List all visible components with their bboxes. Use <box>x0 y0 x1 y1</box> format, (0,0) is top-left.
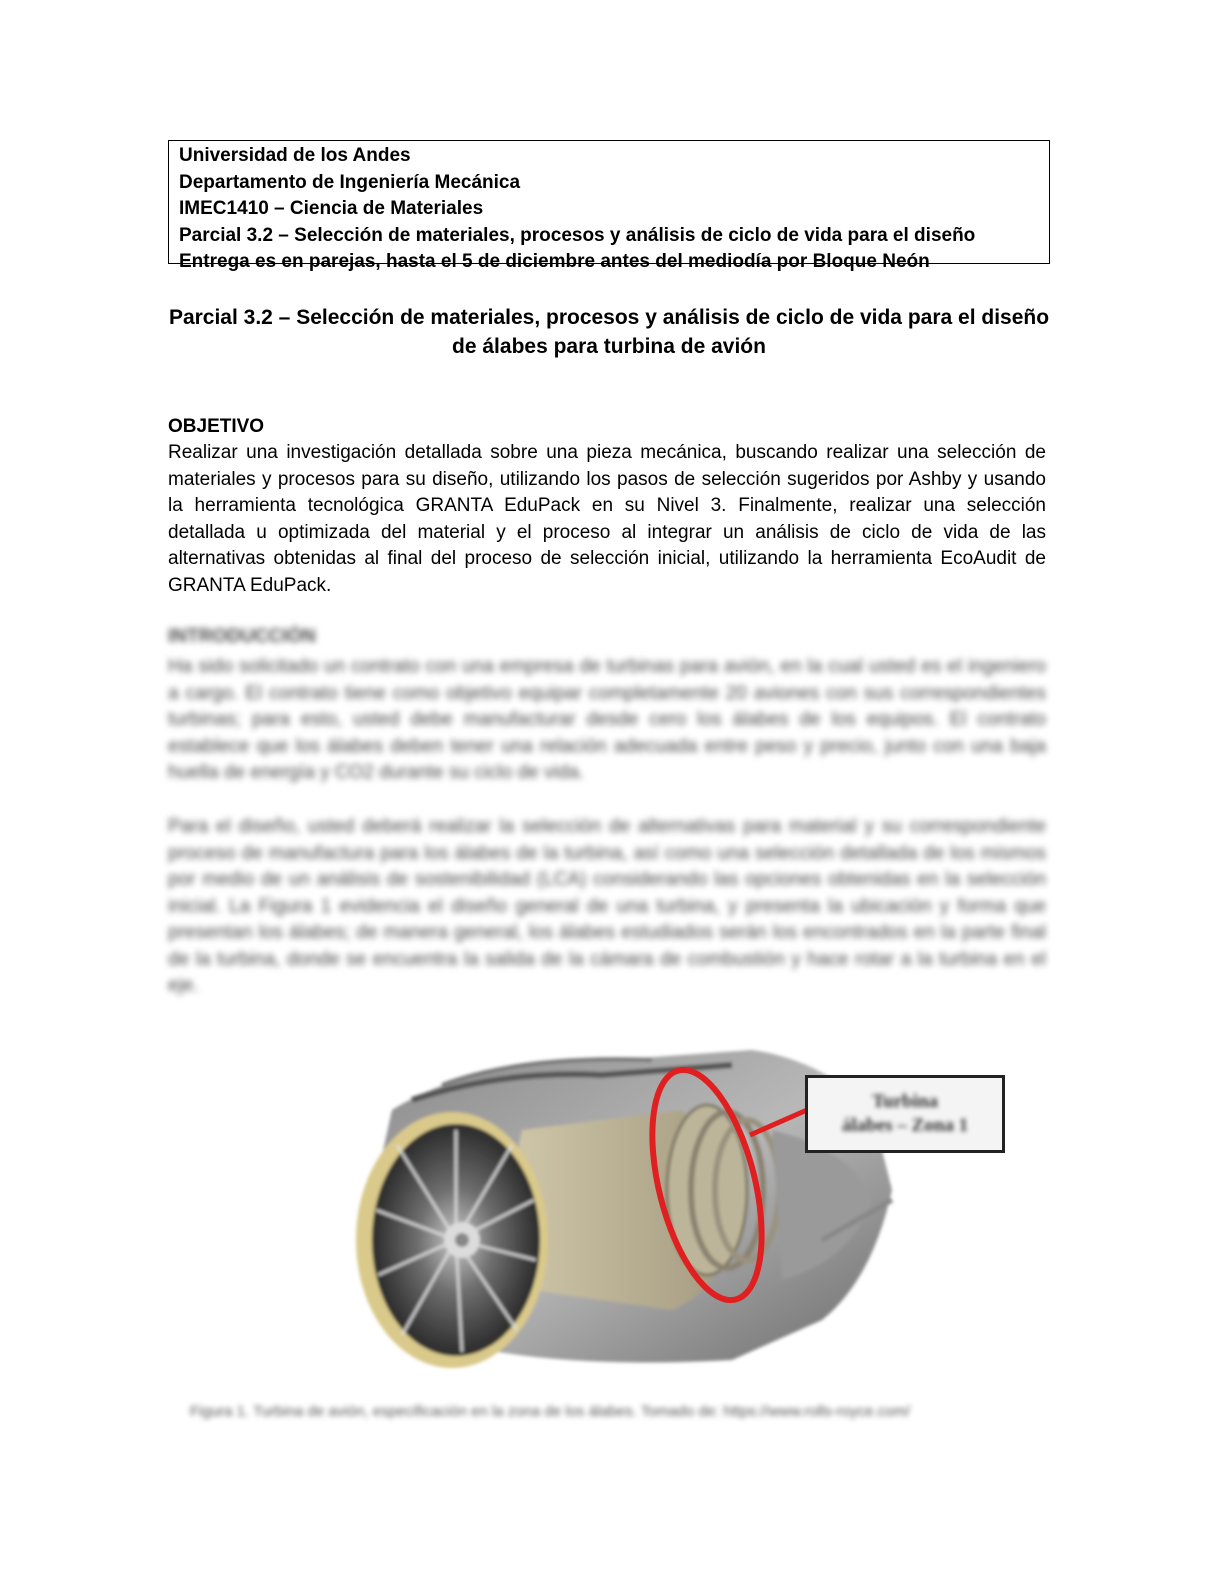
objective-paragraph: Realizar una investigación detallada sobre una pieza mecánica, buscando realizar una selección de materiales y procesos para su diseño, utilizando los pasos de selección sugeridos por Ashby y usando la herramienta tecnológica GRANTA EduPack en su Nivel 3. Finalmente, realizar una selección detallada u optimizada del material y el proceso al integrar un análisis de ciclo de vida de las alternativas obtenidas al final del proceso de selección inicial, utilizando la herramienta EcoAudit de GRANTA EduPack. <box>168 442 1046 596</box>
header-box <box>168 140 1050 272</box>
callout-label-1: Turbina <box>872 1091 938 1112</box>
page-title-line2: de álabes para turbina de avión <box>452 335 766 358</box>
figure-caption: Figura 1. Turbina de avión, especificación en la zona de los álabes. Tomado de: https://www.rolls-royce.com/ <box>190 1403 911 1420</box>
header-course: IMEC1410 – Ciencia de Materiales <box>179 198 484 219</box>
page-title-line1: Parcial 3.2 – Selección de materiales, procesos y análisis de ciclo de vida para el diseño <box>168 306 1050 329</box>
introduction-paragraph-1: Ha sido solicitado un contrato con una empresa de turbinas para avión, en la cual usted es el ingeniero a cargo. El contrato tiene como objetivo equipar completamente 20 aviones con sus correspondientes turbinas; para esto, usted debe manufacturar desde cero los álabes de los equipos. El contrato establece que los álabes deben tener una relación adecuada entre peso y precio, junto con una baja huella de energía y CO2 durante su ciclo de vida. <box>168 656 1046 783</box>
introduction-heading: INTRODUCCIÓN <box>168 626 316 647</box>
figure-callout <box>805 1075 1005 1153</box>
header-exam: Parcial 3.2 – Selección de materiales, procesos y análisis de ciclo de vida para el diseño <box>179 224 976 246</box>
callout-label-2: álabes – Zona 1 <box>841 1115 969 1136</box>
page-title <box>168 303 1050 361</box>
introduction-paragraph-2: Para el diseño, usted deberá realizar la selección de alternativas para material y su correspondiente proceso de manufactura para los álabes de la turbina, así como una selección detallada de los mismos por medio de un análisis de sostenibilidad (LCA) considerando las opciones obtenidas en la selección inicial. La Figura 1 evidencia el diseño general de una turbina, y presenta la ubicación y forma que presentan los álabes; de manera general, los álabes estudiados serán los encontrados en la parte final de la turbina, donde se encuentra la salida de la cámara de combustión y hace rotar a la turbina en el eje. <box>168 816 1046 996</box>
objective-heading: OBJETIVO <box>168 416 265 437</box>
header-department: Departamento de Ingeniería Mecánica <box>179 171 521 193</box>
header-university: Universidad de los Andes <box>179 145 411 166</box>
header-delivery: Entrega es en parejas, hasta el 5 de diciembre antes del mediodía por Bloque Neón <box>179 251 930 272</box>
